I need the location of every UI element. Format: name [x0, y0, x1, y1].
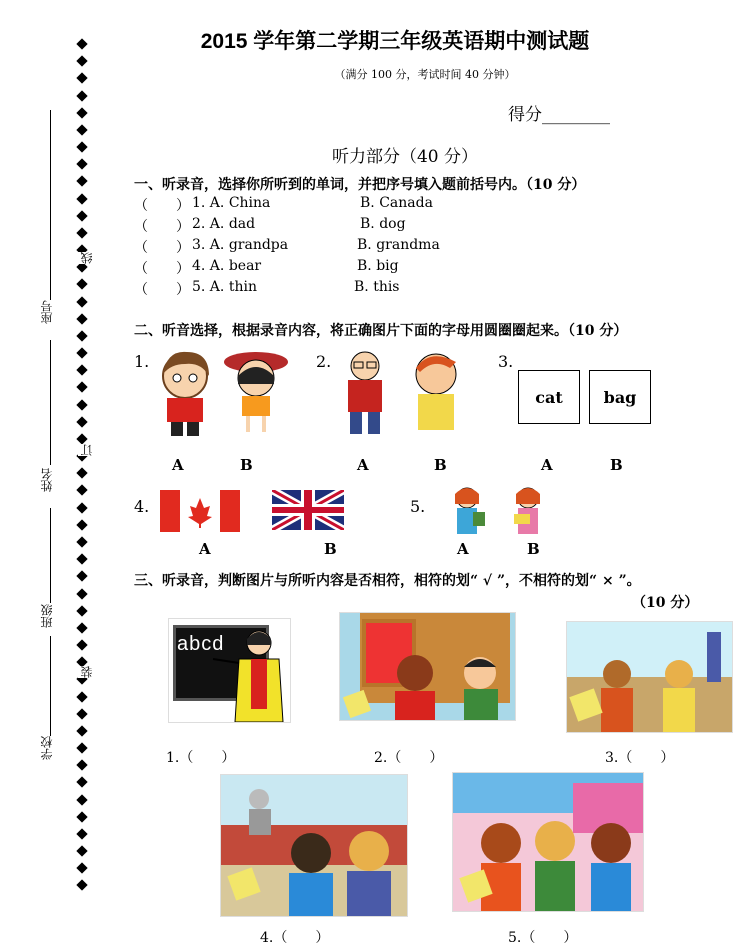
q3-answer-3[interactable]: 3.（ ） [605, 750, 675, 766]
q1-option-a: 1. A. China [192, 195, 271, 211]
option-b[interactable]: B [324, 540, 337, 558]
option-a[interactable]: A [541, 456, 553, 474]
q3-answer-5[interactable]: 5.（ ） [508, 930, 578, 946]
q1-option-b: B. Canada [360, 195, 433, 211]
q1-option-a: 4. A. bear [192, 258, 262, 274]
side-label-banji: 班级 [40, 604, 54, 628]
zuohao-line [50, 110, 51, 300]
q2-number-1: 1. [134, 352, 150, 371]
option-a[interactable]: A [357, 456, 369, 474]
boy-cartoon-picture [157, 348, 217, 440]
q1-paren[interactable]: （ ） [134, 261, 190, 277]
q1-option-b: B. grandma [357, 237, 440, 253]
side-label-ding: 订 [80, 444, 94, 456]
q1-option-a: 2. A. dad [192, 216, 256, 232]
girls-talking-picture [566, 621, 733, 733]
diamond-icon [76, 38, 87, 49]
q3-answer-1[interactable]: 1.（ ） [166, 750, 236, 766]
option-b[interactable]: B [434, 456, 447, 474]
q1-paren[interactable]: （ ） [134, 282, 190, 298]
word-card-bag: bag [589, 370, 651, 424]
binding-diamond-border [75, 40, 89, 890]
side-label-zuohao: 座号 [40, 300, 54, 324]
q1-title: 一、听录音，选择你所听到的单词，并把序号填入题前括号内。（10 分） [134, 177, 586, 193]
q2-number-3: 3. [498, 352, 514, 371]
q3-title: 三、听录音，判断图片与所听内容是否相符，相符的划“ √ ”，不相符的划“ × ”。 [134, 573, 641, 589]
option-a[interactable]: A [172, 456, 184, 474]
score-field: 得分________ [508, 105, 610, 125]
word-card-cat: cat [518, 370, 580, 424]
side-label-xuexiao: 学校 [40, 736, 54, 760]
q1-paren[interactable]: （ ） [134, 198, 190, 214]
girl-with-bag-picture [445, 484, 489, 538]
girl-with-book-picture [506, 484, 550, 538]
blackboard-text: abcd [177, 633, 225, 655]
man-thinking-picture [410, 348, 466, 436]
q2-number-4: 4. [134, 497, 150, 516]
subtitle: （满分 100 分，考试时间 40 分钟） [334, 68, 516, 81]
side-label-zhuang: 装 [80, 666, 94, 678]
side-label-xingming: 姓名 [40, 468, 54, 492]
q3-score: （10 分） [632, 595, 699, 611]
teacher-blackboard-picture [168, 618, 291, 723]
q1-option-a: 3. A. grandpa [192, 237, 289, 253]
q2-title: 二、听音选择，根据录音内容，将正确图片下面的字母用圆圈圈起来。（10 分） [134, 323, 628, 339]
q1-option-b: B. big [357, 258, 399, 274]
q1-option-a: 5. A. thin [192, 279, 257, 295]
option-a[interactable]: A [457, 540, 469, 558]
side-label-xian: 线 [80, 252, 94, 264]
q1-option-b: B. dog [360, 216, 406, 232]
q1-paren[interactable]: （ ） [134, 219, 190, 235]
q3-answer-4[interactable]: 4.（ ） [260, 930, 330, 946]
option-b[interactable]: B [240, 456, 253, 474]
xingming-line [50, 340, 51, 465]
option-b[interactable]: B [610, 456, 623, 474]
page-title: 2015 学年第二学期三年级英语期中测试题 [200, 30, 590, 53]
uk-flag-picture [272, 490, 344, 530]
banji-line [50, 508, 51, 603]
xuexiao-line [50, 636, 51, 736]
q3-answer-2[interactable]: 2.（ ） [374, 750, 444, 766]
boys-playground-picture [220, 774, 408, 917]
section-title: 听力部分（40 分） [331, 147, 479, 167]
canada-flag-picture [160, 490, 240, 532]
q1-option-b: B. this [354, 279, 400, 295]
option-b[interactable]: B [527, 540, 540, 558]
q2-number-2: 2. [316, 352, 332, 371]
man-with-glasses-picture [340, 348, 390, 436]
boys-portrait-picture [339, 612, 516, 721]
q2-number-5: 5. [410, 497, 426, 516]
boys-shop-picture [452, 772, 644, 912]
option-a[interactable]: A [199, 540, 211, 558]
q1-paren[interactable]: （ ） [134, 240, 190, 256]
girl-cartoon-picture [222, 348, 290, 436]
